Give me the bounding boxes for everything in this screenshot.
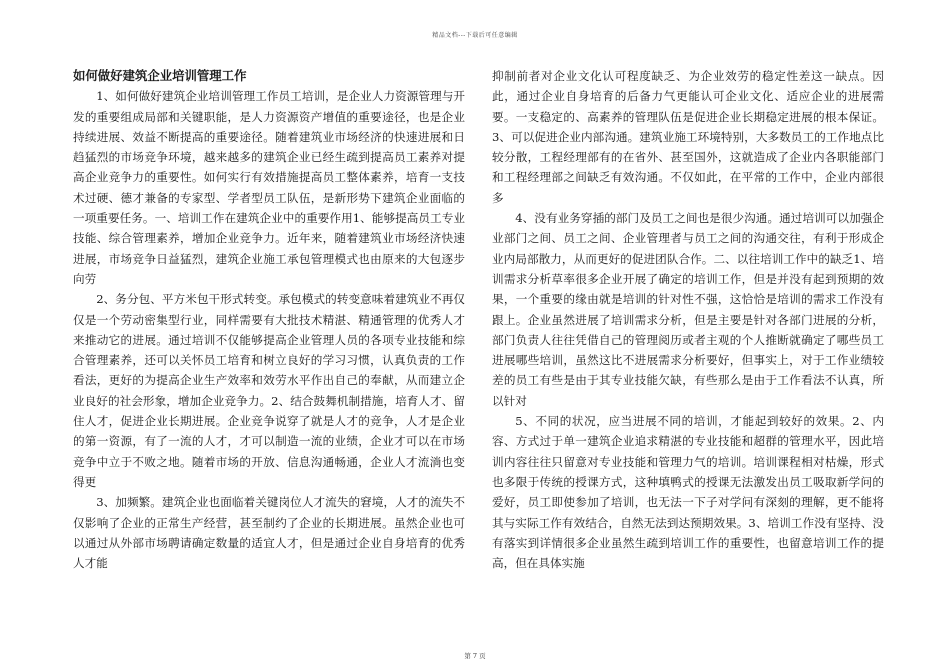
paragraph-5: 5、不同的状况，应当进展不同的培训，才能起到较好的效果。2、内容、方式过于单一建筑企业追求精湛的专业技能和超群的管理水平，因此培训内容往往只留意对专业技能和管理力气的培训。培训课程相对枯燥，形式也多限于传统的授课方式，这种填鸭式的授课无法激发出员工吸取新学问的爱好，员工即使参加了培训，也无法一下子对学问有深刻的理解，更不能将其与实际工作有效结合，自然无法到达预期效果。3、培训工作没有坚持、没有落实到详情很多企业虽然生疏到培训工作的重要性，也留意培训工作的提高，但在具体实施	[492, 414, 884, 571]
page-header: 精品文档---下载后可任意编辑	[432, 32, 518, 39]
paragraph-4: 4、没有业务穿插的部门及员工之间也是很少沟通。通过培训可以加强企业部门之间、员工之间、企业管理者与员工之间的沟通交往，有利于形成企业内局部散力，从而更好的促进团队合作。二、以往培训工作中的缺乏1、培训需求分析草率很多企业开展了确定的培训工作，但是并没有起到预期的效果，一个重要的缘由就是培训的针对性不强，这恰恰是培训的需求工作没有跟上。企业虽然进展了培训需求分析，但是主要是针对各部门进展的分析，部门负责人往往凭借自己的管理阅历或者主观的个人推断就确定了哪些员工进展哪些培训，虽然这比不进展需求分析要好，但事实上，对于工作业绩较差的员工有些是由于其专业技能欠缺，有些那么是由于工作看法不认真，所以针对	[492, 211, 884, 408]
left-column	[73, 66, 465, 573]
paragraph-3: 3、加频繁。建筑企业也面临着关键岗位人才流失的窘境，人才的流失不仅影响了企业的正常生产经营，甚至制约了企业的长期进展。虽然企业也可以通过从外部市场聘请确定数量的适宜人才，但是通过企业自身培育的优秀人才能	[73, 495, 465, 571]
document-title: 如何做好建筑企业培训管理工作	[73, 68, 247, 83]
page-number: 第 7 页	[464, 652, 486, 660]
paragraph-3-continuation: 抑制前者对企业文化认可程度缺乏、为企业效劳的稳定性差这一缺点。因此，通过企业自身培育的后备力气更能认可企业文化、适应企业的进展需要。一支稳定的、高素养的管理队伍是促进企业长期稳定进展的根本保证。3、可以促进企业内部沟通。建筑业施工环境特别，大多数员工的工作地点比较分散，工程经理部有的在省外、甚至国外，这就造成了企业内各职能部门和工程经理部之间缺乏有效沟通。不仅如此，在平常的工作中，企业内部很多	[492, 69, 884, 205]
paragraph-2: 2、务分包、平方米包干形式转变。承包模式的转变意味着建筑业不再仅仅是一个劳动密集型行业，同样需要有大批技术精湛、精通管理的优秀人才来推动它的进展。通过培训不仅能够提高企业管理人员的各项专业技能和综合管理素养，还可以关怀员工培育和树立良好的学习习惯，认真负责的工作看法，更好的为提高企业生产效率和效劳水平作出自己的奉献，从而建立企业良好的社会形象，增加企业竞争力。2、结合鼓舞机制措施，培育人才、留住人才，促进企业长期进展。企业竞争说穿了就是人才的竞争，人才是企业的第一资源，有了一流的人才，才可以制造一流的业绩，企业才可以在市场竞争中立于不败之地。随着市场的开放、信息沟通畅通，企业人才流淌也变得更	[73, 292, 465, 489]
paragraph-1: 1、如何做好建筑企业培训管理工作员工培训，是企业人力资源管理与开发的重要组成局部和关键职能，是人力资源资产增值的重要途径，也是企业持续进展、效益不断提高的重要途径。随着建筑业市场经济的快速进展和日趋猛烈的市场竞争环境，越来越多的建筑企业已经生疏到提高员工素养对提高企业竞争力的重要性。如何实行有效措施提高员工整体素养，培育一支技术过硬、德才兼备的专家型、学者型员工队伍，是新形势下建筑企业面临的一项重要任务。一、培训工作在建筑企业中的重要作用1、能够提高员工专业技能、综合管理素养，增加企业竞争力。近年来，随着建筑业市场经济快速进展，市场竞争日益猛烈，建筑企业施工承包管理模式也由原来的大包逐步向劳	[73, 89, 465, 286]
right-column	[492, 66, 884, 573]
